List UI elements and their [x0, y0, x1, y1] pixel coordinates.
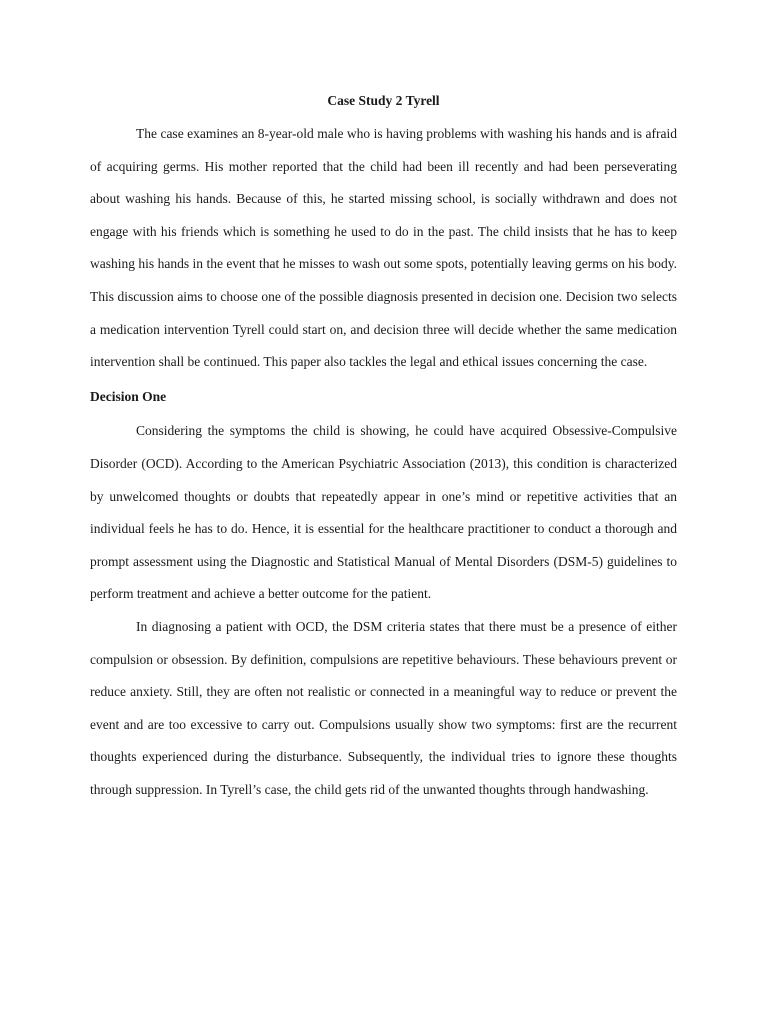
decision-one-paragraph-1: Considering the symptoms the child is showing, he could have acquired Obsessive-Compulsive Disorder (OCD). According to the American Psychiatric Association (2013), this condition is characterized by unwelcomed thoughts or doubts that repeatedly appear in one’s mind or repetitive activities that an individual feels he has to do. Hence, it is essential for the healthcare practitioner to conduct a thorough and prompt assessment using the Diagnostic and Statistical Manual of Mental Disorders (DSM-5) guidelines to perform treatment and achieve a better outcome for the patient.: [90, 423, 677, 602]
document-body: [90, 88, 677, 806]
document-title: Case Study 2 Tyrell: [327, 93, 440, 108]
decision-one-paragraph-2: In diagnosing a patient with OCD, the DSM criteria states that there must be a presence of either compulsion or obsession. By definition, compulsions are repetitive behaviours. These behaviours prevent or reduce anxiety. Still, they are often not realistic or connected in a meaningful way to reduce or prevent the event and are too excessive to carry out. Compulsions usually show two symptoms: first are the recurrent thoughts experienced during the disturbance. Subsequently, the individual tries to ignore these thoughts through suppression. In Tyrell’s case, the child gets rid of the unwanted thoughts through handwashing.: [90, 618, 677, 797]
intro-paragraph: The case examines an 8-year-old male who is having problems with washing his hands and is afraid of acquiring germs. His mother reported that the child had been ill recently and had been perseverating about washing his hands. Because of this, he started missing school, is socially withdrawn and does not engage with his friends which is something he used to do in the past. The child insists that he has to keep washing his hands in the event that he misses to wash out some spots, potentially leaving germs on his body. This discussion aims to choose one of the possible diagnosis presented in decision one. Decision two selects a medication intervention Tyrell could start on, and decision three will decide whether the same medication intervention shall be continued. This paper also tackles the legal and ethical issues concerning the case.: [90, 126, 677, 370]
section-heading: Decision One: [90, 388, 167, 404]
